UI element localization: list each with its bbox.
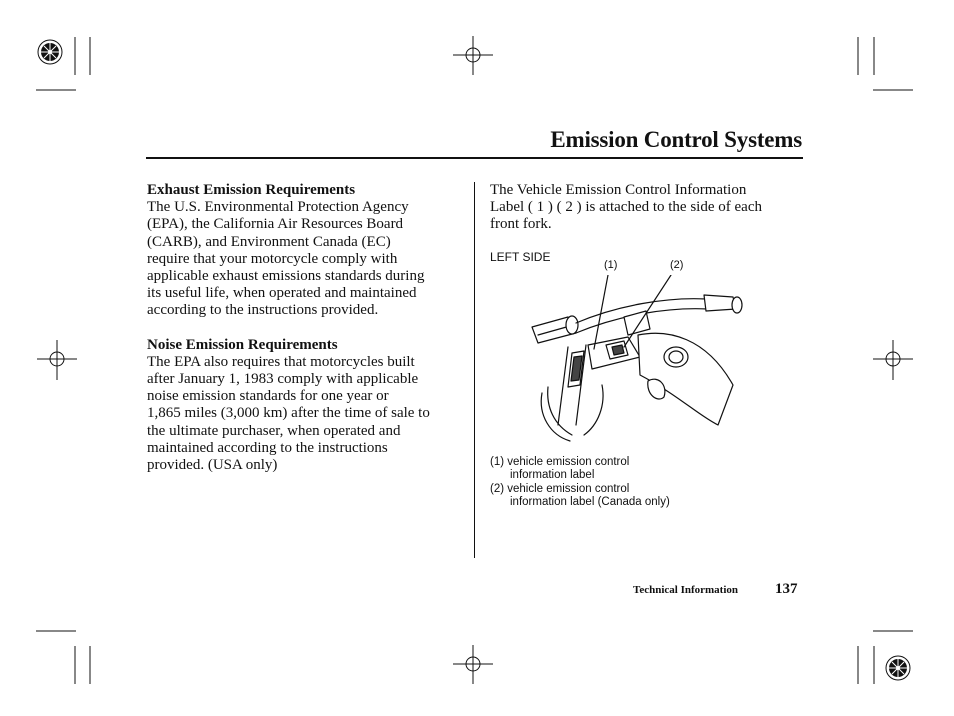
intro-line: The Vehicle Emission Control Information — [490, 182, 747, 198]
callout-1: (1) — [604, 259, 618, 271]
title-rule — [146, 157, 803, 159]
exhaust-line: (CARB), and Environment Canada (EC) — [147, 233, 391, 250]
figure-side-label: LEFT SIDE — [490, 250, 551, 264]
intro-line: Label ( 1 ) ( 2 ) is attached to the side of each — [490, 199, 762, 216]
legend-item-1: (1) vehicle emission control — [490, 456, 630, 468]
noise-heading: Noise Emission Requirements — [147, 336, 338, 353]
legend-item-1-cont: information label — [510, 469, 595, 482]
front-fork-illustration — [528, 275, 743, 445]
legend-item-2-cont: information label (Canada only) — [510, 495, 670, 508]
footer-section-name: Technical Information — [633, 584, 739, 596]
exhaust-line: its useful life, when operated and maintained — [147, 285, 417, 302]
noise-line: 1,865 miles (3,000 km) after the time of sale to — [147, 405, 430, 422]
noise-line: the ultimate purchaser, when operated and — [147, 422, 401, 439]
left-column — [147, 182, 459, 474]
figure-legend — [490, 456, 670, 509]
exhaust-line: (EPA), the California Air Resources Board — [147, 216, 404, 233]
column-divider — [474, 182, 475, 558]
noise-line: noise emission standards for one year or — [147, 388, 389, 405]
legend-item-2: (2) vehicle emission control — [490, 482, 630, 495]
right-column-intro — [490, 182, 790, 234]
intro-line: front fork. — [490, 216, 552, 233]
exhaust-line: applicable exhaust emissions standards during — [147, 268, 425, 285]
exhaust-line: require that your motorcycle comply with — [147, 250, 398, 267]
noise-line: provided. (USA only) — [147, 457, 278, 474]
exhaust-line: The U.S. Environmental Protection Agency — [147, 199, 409, 216]
noise-line: maintained according to the instructions — [147, 439, 388, 456]
exhaust-line: according to the instructions provided. — [147, 302, 379, 319]
exhaust-heading: Exhaust Emission Requirements — [147, 182, 356, 198]
page-number: 137 — [775, 581, 798, 597]
noise-line: The EPA also requires that motorcycles built — [147, 353, 415, 370]
noise-line: after January 1, 1983 comply with applicable — [147, 371, 419, 388]
callout-2: (2) — [670, 259, 684, 271]
page-title: Emission Control Systems — [550, 127, 802, 152]
